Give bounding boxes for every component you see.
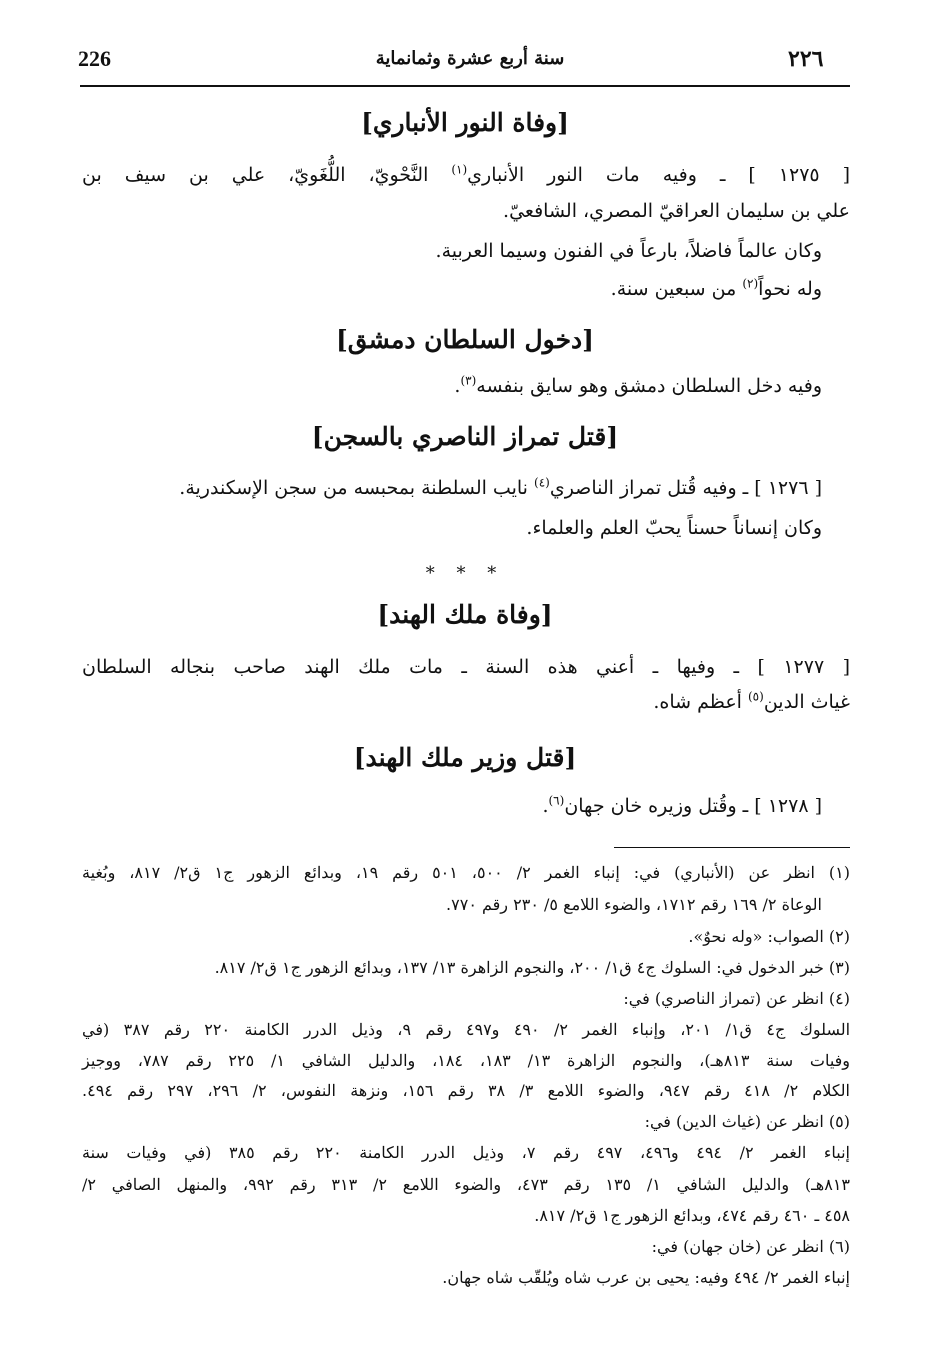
section-heading: [دخول السلطان دمشق] bbox=[335, 325, 595, 354]
footnote-line: ٤٥٨ ـ ٤٦٠ رقم ٤٧٤، وبدائع الزهور ج١ ق٢/ ٨١٧. bbox=[534, 1206, 850, 1225]
text-line: غياث الدين$^{(٥)}$ أعظم شاه. bbox=[653, 689, 850, 713]
footnote-line: إنباء الغمر ٢/ ٤٩٤ و٤٩٦، ٤٩٧ رقم ٧، وذيل الدرر الكامنة ٢٢٠ رقم ٣٨٥ (في وفيات سنة bbox=[82, 1143, 851, 1162]
section-heading: [قتل وزير ملك الهند] bbox=[353, 743, 577, 772]
header-rule bbox=[80, 85, 850, 87]
section-heading: [وفاة ملك الهند] bbox=[377, 600, 553, 629]
footnote-line: (٢) الصواب: «وله نحوٌ». bbox=[688, 927, 850, 946]
footnote-line: إنباء الغمر ٢/ ٤٩٤ وفيه: يحيى بن عرب شاه ويُلقّب شاه جهان. bbox=[442, 1268, 850, 1287]
footnote-line: (٣) خبر الدخول في: السلوك ج٤ ق١/ ٢٠٠، والنجوم الزاهرة ١٣/ ١٣٧، وبدائع الزهور ج١ ق٢/ ٨١٧. bbox=[214, 958, 850, 977]
text-line: [ ١٢٧٨ ] ـ وقُتل وزيره خان جهان$^{(٦)}$. bbox=[542, 793, 822, 817]
text-line: وله نحواً$^{(٢)}$ من سبعين سنة. bbox=[610, 276, 822, 300]
page-number-latin: 226 bbox=[78, 46, 111, 71]
text-line: وكان عالماً فاضلاً، بارعاً في الفنون وسيما العربية. bbox=[435, 240, 822, 262]
footnote-rule bbox=[614, 847, 850, 848]
section-heading: [وفاة النور الأنباري] bbox=[361, 108, 569, 137]
footnote-line: الكلام ٢/ ٤١٨ رقم ٩٤٧، والضوء اللامع ٣/ ٣٨ رقم ١٥٦، ونزهة النفوس، ٢/ ٢٩٦، ٢٩٧ رقم ٤٩٤. bbox=[82, 1081, 850, 1100]
running-title: سنة أربع عشرة وثمانماية bbox=[375, 48, 565, 69]
footnote-line: (٤) انظر عن (تمراز الناصري) في: bbox=[623, 989, 850, 1008]
text-line: [ ١٢٧٥ ] ـ وفيه مات النور الأنباري$^{(١)}$ النَّحْويّ، اللُّغَويّ، علي بن سيف بن bbox=[82, 162, 850, 186]
text-line: [ ١٢٧٦ ] ـ وفيه قُتل تمراز الناصري$^{(٤)}$ نايب السلطنة بمحبسه من سجن الإسكندرية. bbox=[179, 475, 822, 499]
text-line: وكان إنساناً حسناً يحبّ العلم والعلماء. bbox=[526, 517, 822, 539]
text-line: [ ١٢٧٧ ] ـ وفيها ـ أعني هذه السنة ـ مات ملك الهند صاحب بنجاله السلطان bbox=[82, 656, 850, 678]
page-number-arabic: ٢٢٦ bbox=[788, 46, 824, 71]
footnote-line: (٥) انظر عن (غياث الدين) في: bbox=[644, 1112, 850, 1131]
footnote-line: الوعاة ٢/ ١٦٩ رقم ١٧١٢، والضوء اللامع ٥/ ٢٣٠ رقم ٧٧٠. bbox=[446, 895, 822, 914]
section-heading: [قتل تمراز الناصري بالسجن] bbox=[311, 422, 619, 451]
footnote-line: ٨١٣هـ) والدليل الشافي ١/ ١٣٥ رقم ٤٧٣، والضوء اللامع ٢/ ٣١٣ رقم ٩٩٢، والمنهل الصافي ٢/ bbox=[82, 1175, 851, 1194]
footnote-line: وفيات سنة ٨١٣هـ)، والنجوم الزاهرة ١٣/ ١٨٣، ١٨٤، والدليل الشافي ١/ ٢٢٥ رقم ٧٨٧، ووجيز bbox=[82, 1051, 851, 1070]
section-separator: * * * bbox=[425, 563, 505, 584]
footnote-line: السلوك ج٤ ق١/ ٢٠١، وإنباء الغمر ٢/ ٤٩٠ و٤٩٧ رقم ٩، وذيل الدرر الكامنة ٢٢٠ رقم ٣٨٧ (في bbox=[82, 1020, 851, 1039]
text-line: علي بن سليمان العراقيّ المصري، الشافعيّ. bbox=[503, 200, 850, 222]
footnote-line: (٦) انظر عن (خان جهان) في: bbox=[651, 1237, 850, 1256]
text-line: وفيه دخل السلطان دمشق وهو سايق بنفسه$^{(٣)}$. bbox=[454, 373, 822, 397]
footnote-line: (١) انظر عن (الأنباري) في: إنباء الغمر ٢/ ٥٠٠، ٥٠١ رقم ١٩، وبدائع الزهور ج١ ق٢/ ٨١٧، وبُغية bbox=[82, 863, 851, 882]
